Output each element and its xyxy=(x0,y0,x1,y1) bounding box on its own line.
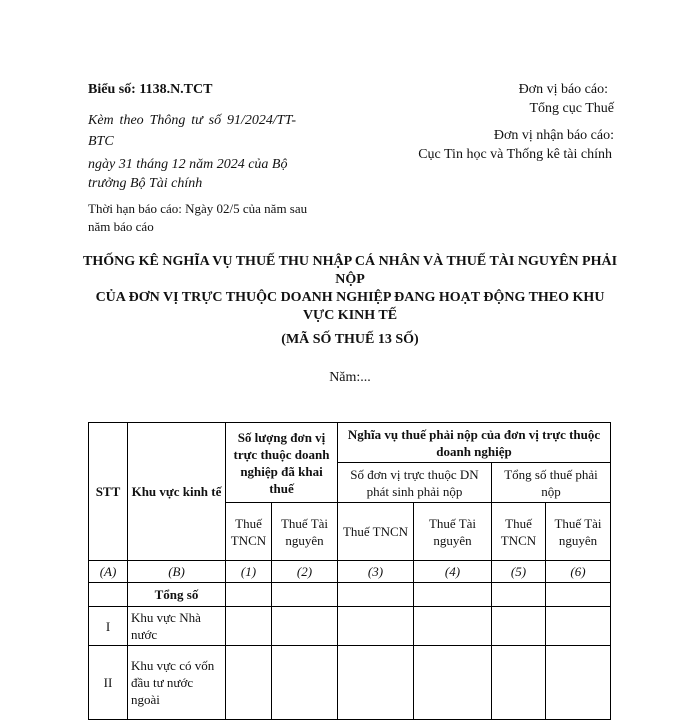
row-stt: II xyxy=(89,646,128,720)
title-line-2: CỦA ĐƠN VỊ TRỰC THUỘC DOANH NGHIỆP ĐANG HOẠT ĐỘNG THEO KHU VỰC KINH TẾ xyxy=(95,290,605,323)
header-unit-count: Số lượng đơn vị trực thuộc doanh nghiệp đã khai thuế xyxy=(226,423,338,503)
data-cell xyxy=(338,646,414,720)
data-cell xyxy=(414,607,492,646)
report-deadline: Thời hạn báo cáo: Ngày 02/5 của năm sau năm báo cáo xyxy=(88,201,308,234)
reporting-unit-label: Đơn vị báo cáo: xyxy=(518,82,608,97)
reporting-unit: Tổng cục Thuế xyxy=(529,101,614,116)
index-cell: (2) xyxy=(272,561,338,583)
row-stt: I xyxy=(89,607,128,646)
index-cell: (3) xyxy=(338,561,414,583)
data-cell xyxy=(546,583,611,607)
title-line-1: THỐNG KÊ NGHĨA VỤ THUẾ THU NHẬP CÁ NHÂN VÀ THUẾ TÀI NGUYÊN PHẢI NỘP xyxy=(82,254,618,287)
index-cell: (B) xyxy=(128,561,226,583)
index-cell: (A) xyxy=(89,561,128,583)
data-cell xyxy=(492,607,546,646)
data-cell xyxy=(338,583,414,607)
header-total-payable: Tổng số thuế phải nộp xyxy=(492,463,611,503)
data-cell xyxy=(492,583,546,607)
data-cell xyxy=(414,583,492,607)
header-total-pit: Thuế TNCN xyxy=(492,503,546,561)
receiving-unit-label: Đơn vị nhận báo cáo: xyxy=(493,128,614,143)
attach-circular: Kèm theo Thông tư số 91/2024/TT-BTC xyxy=(88,113,296,149)
table-row xyxy=(89,646,611,720)
receiving-unit: Cục Tin học và Thống kê tài chính xyxy=(418,147,612,162)
header-stt: STT xyxy=(89,423,128,561)
data-cell xyxy=(338,607,414,646)
tax-code-note: (MÃ SỐ THUẾ 13 SỐ) xyxy=(281,332,419,347)
data-cell xyxy=(226,646,272,720)
data-cell xyxy=(414,646,492,720)
report-title xyxy=(80,253,620,325)
data-cell xyxy=(272,607,338,646)
data-cell xyxy=(546,607,611,646)
table-row xyxy=(89,607,611,646)
data-cell xyxy=(546,646,611,720)
statistics-table xyxy=(88,422,611,720)
data-cell xyxy=(226,583,272,607)
header-arising-pit: Thuế TNCN xyxy=(338,503,414,561)
row-sector: Khu vực Nhà nước xyxy=(128,607,226,646)
header-units-arising: Số đơn vị trực thuộc DN phát sinh phải nộp xyxy=(338,463,492,503)
data-cell xyxy=(492,646,546,720)
index-cell: (1) xyxy=(226,561,272,583)
row-sector: Khu vực có vốn đầu tư nước ngoài xyxy=(128,646,226,720)
data-cell xyxy=(226,607,272,646)
row-sector: Tổng số xyxy=(128,583,226,607)
index-cell: (6) xyxy=(546,561,611,583)
header-arising-resource: Thuế Tài nguyên xyxy=(414,503,492,561)
form-code: Biểu số: 1138.N.TCT xyxy=(88,82,213,97)
decision-date: ngày 31 tháng 12 năm 2024 của Bộ trưởng Bộ Tài chính xyxy=(88,157,288,191)
header-count-pit: Thuế TNCN xyxy=(226,503,272,561)
report-year: Năm:... xyxy=(329,370,371,385)
header-sector: Khu vực kinh tế xyxy=(128,423,226,561)
index-cell: (4) xyxy=(414,561,492,583)
header-count-resource: Thuế Tài nguyên xyxy=(272,503,338,561)
table-row xyxy=(89,583,611,607)
header-tax-obligation: Nghĩa vụ thuế phải nộp của đơn vị trực thuộc doanh nghiệp xyxy=(338,423,611,463)
data-cell xyxy=(272,646,338,720)
data-cell xyxy=(272,583,338,607)
index-cell: (5) xyxy=(492,561,546,583)
header-total-resource: Thuế Tài nguyên xyxy=(546,503,611,561)
row-stt xyxy=(89,583,128,607)
column-index-row xyxy=(89,561,611,583)
